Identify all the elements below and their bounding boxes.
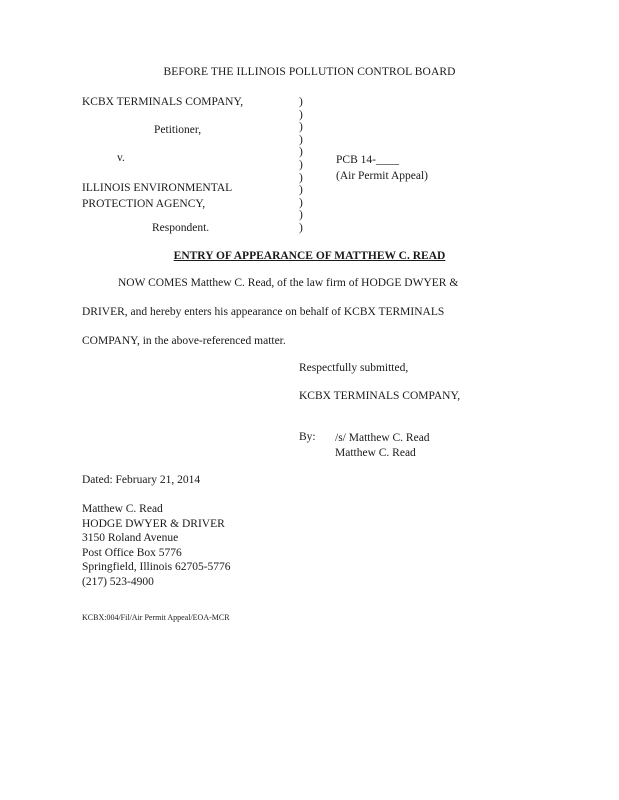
address-po-box: Post Office Box 5776: [82, 546, 182, 559]
attorney-address-block: [82, 502, 231, 590]
signature-block: [335, 431, 430, 461]
board-title: BEFORE THE ILLINOIS POLLUTION CONTROL BOARD: [163, 66, 456, 78]
date-line: Dated: February 21, 2014: [82, 474, 201, 486]
by-label: By:: [299, 431, 316, 443]
respondent-name-line2: PROTECTION AGENCY,: [82, 198, 206, 210]
respondent-label: Respondent.: [152, 222, 210, 234]
respondent-name-line1: ILLINOIS ENVIRONMENTAL: [82, 182, 233, 194]
electronic-signature: /s/ Matthew C. Read: [335, 432, 430, 444]
document-footer-code: KCBX:004/Fil/Air Permit Appeal/EOA-MCR: [82, 613, 230, 622]
address-firm: HODGE DWYER & DRIVER: [82, 517, 225, 530]
signature-company: KCBX TERMINALS COMPANY,: [299, 390, 461, 402]
address-phone: (217) 523-4900: [82, 575, 154, 588]
case-number-block: [336, 152, 428, 184]
body-line-3: COMPANY, in the above-referenced matter.: [82, 335, 286, 347]
respondent-name: [82, 180, 232, 212]
versus-label: v.: [117, 152, 125, 164]
case-type: (Air Permit Appeal): [336, 170, 428, 182]
body-line-1: NOW COMES Matthew C. Read, of the law firm of HODGE DWYER &: [118, 277, 459, 289]
petitioner-label: Petitioner,: [154, 124, 202, 136]
petitioner-name: KCBX TERMINALS COMPANY,: [82, 96, 244, 108]
printed-name: Matthew C. Read: [335, 447, 416, 459]
document-heading: ENTRY OF APPEARANCE OF MATTHEW C. READ: [173, 250, 446, 262]
case-number: PCB 14-____: [336, 154, 399, 166]
address-name: Matthew C. Read: [82, 503, 163, 515]
address-city: Springfield, Illinois 62705-5776: [82, 561, 231, 574]
body-line-2: DRIVER, and hereby enters his appearance on behalf of KCBX TERMINALS: [82, 306, 445, 318]
closing-line: Respectfully submitted,: [299, 362, 409, 374]
caption-separator-column: ) ) ) ) ) ) ) ) ) ) ): [299, 96, 303, 234]
address-street: 3150 Roland Avenue: [82, 532, 179, 545]
